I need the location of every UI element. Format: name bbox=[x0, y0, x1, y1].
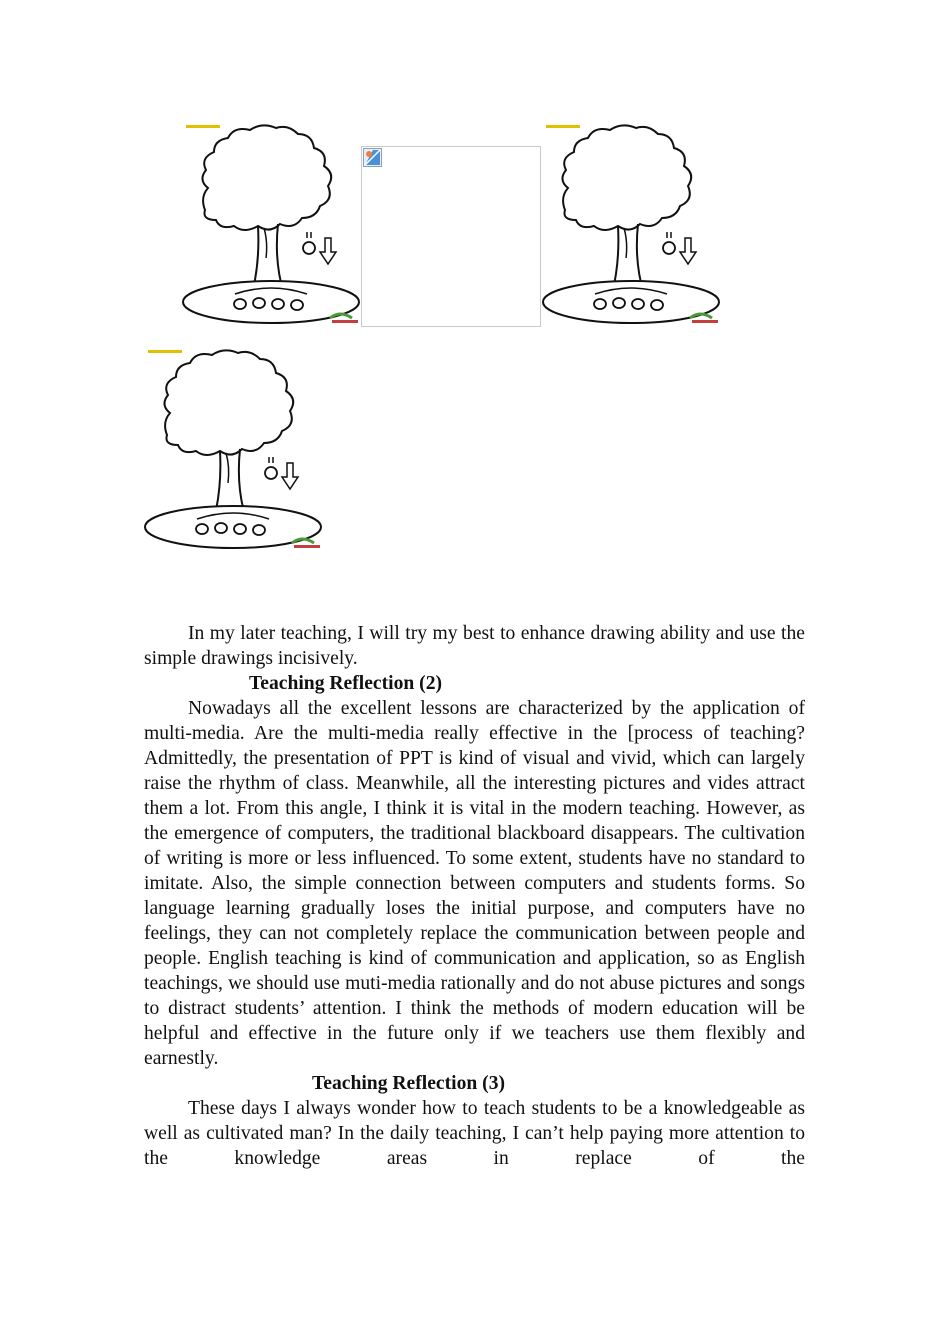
paragraph-drawing-ability: In my later teaching, I will try my best to enhance drawing ability and use the simple drawings incisively. bbox=[144, 623, 805, 669]
heading-teaching-reflection-3: Teaching Reflection (3) bbox=[312, 1073, 506, 1094]
apple-tree-drawing-icon bbox=[540, 122, 722, 328]
paragraph-cultivated-man: These days I always wonder how to teach students to be a knowledgeable as well as cultivated man? In the daily teaching, I can’t help paying more attention to the knowledge areas in replace of the bbox=[144, 1098, 805, 1169]
apple-tree-drawing-icon bbox=[180, 122, 362, 328]
document-body bbox=[144, 621, 805, 1171]
broken-image-icon bbox=[363, 148, 382, 167]
apple-tree-drawing-icon bbox=[142, 347, 324, 553]
paragraph-multimedia: Nowadays all the excellent lessons are characterized by the application of multi-media. Are the multi-media really effective in the [process of teaching? Admittedly, the presentation of PPT is kind of visual and vivid, which can largely raise the rhythm of class. Meanwhile, all the interesting pictures and vides attract them a lot. From this angle, I think it is vital in the modern teaching. However, as the emergence of computers, the traditional blackboard disappears. The cultivation of writing is more or less influenced. To some extent, students have no standard to imitate. Also, the simple connection between computers and students forms. So language learning gradually loses the initial purpose, and computers have no feelings, they can not completely replace the communication between people and people. English teaching is kind of communication and application, so as English teachings, we should use muti-media rationally and do not abuse pictures and songs to distract students’ attention. I think the methods of modern education will be helpful and effective in the future only if we teachers use them flexibly and earnestly. bbox=[144, 698, 805, 1069]
heading-teaching-reflection-2: Teaching Reflection (2) bbox=[249, 673, 443, 694]
broken-image-placeholder bbox=[361, 146, 541, 327]
